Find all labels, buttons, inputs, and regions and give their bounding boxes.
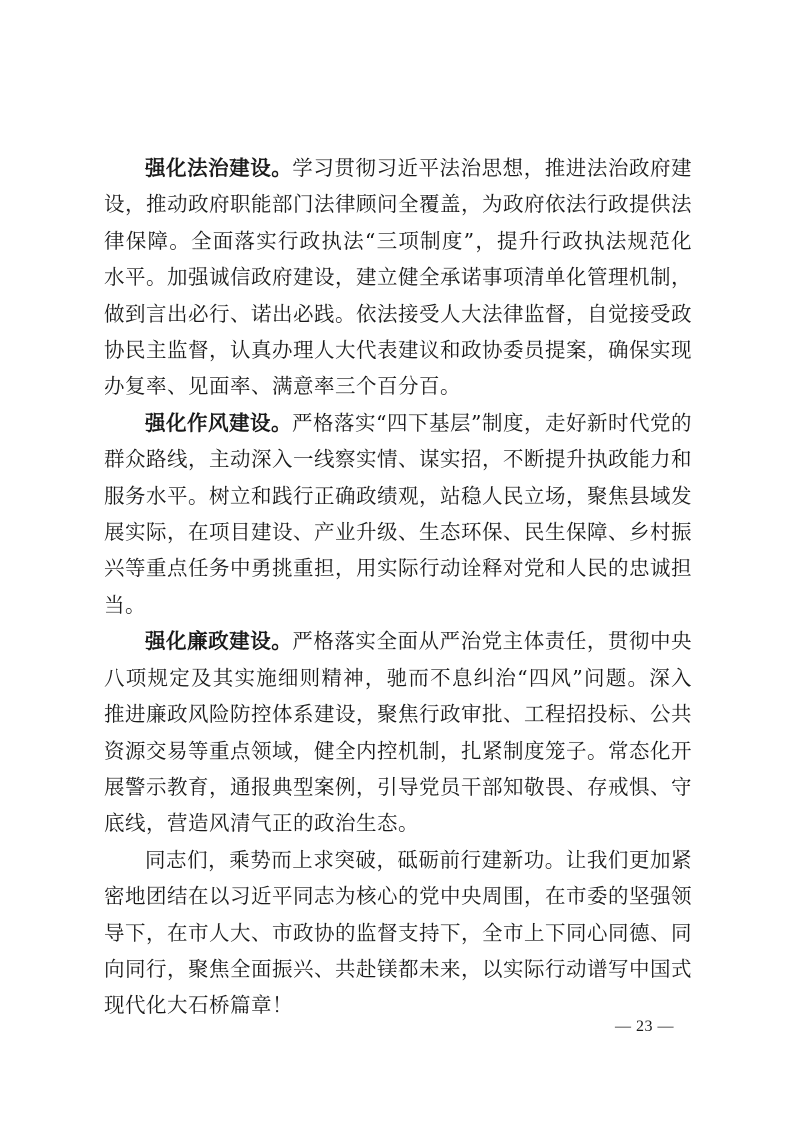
paragraph-heading: 强化法治建设。 (145, 156, 293, 180)
paragraph-text: 同志们，乘势而上求突破，砥砺前行建新功。让我们更加紧密地团结在以习近平同志为核心的党中央周围，在市委的坚强领导下，在市人大、市政协的监督支持下，全市上下同心同德、同向同行，聚焦全面振兴、共赴镁都未来，以实际行动谱写中国式现代化大石桥篇章！ (104, 847, 692, 1018)
paragraph-text: 严格落实全面从严治党主体责任，贯彻中央八项规定及其实施细则精神，驰而不息纠治“四风”问题。深入推进廉政风险防控体系建设，聚焦行政审批、工程招投标、公共资源交易等重点领域，健全内控机制，扎紧制度笼子。常态化开展警示教育，通报典型案例，引导党员干部知敬畏、存戒惧、守底线，营造风清气正的政治生态。 (104, 629, 693, 836)
document-body (104, 150, 692, 1024)
paragraph-text: 严格落实“四下基层”制度，走好新时代党的群众路线，主动深入一线察实情、谋实招，不断提升执政能力和服务水平。树立和践行正确政绩观，站稳人民立场，聚焦县域发展实际，在项目建设、产业升级、生态环保、民生保障、乡村振兴等重点任务中勇挑重担，用实际行动诠释对党和人民的忠诚担当。 (104, 410, 692, 617)
paragraph-integrity (104, 623, 692, 841)
paragraph-text: 学习贯彻习近平法治思想，推进法治政府建设，推动政府职能部门法律顾问全覆盖，为政府依法行政提供法律保障。全面落实行政执法“三项制度”，提升行政执法规范化水平。加强诚信政府建设，建立健全承诺事项清单化管理机制，做到言出必行、诺出必践。依法接受人大法律监督，自觉接受政协民主监督，认真办理人大代表建议和政协委员提案，确保实现办复率、见面率、满意率三个百分百。 (104, 156, 693, 399)
paragraph-heading: 强化廉政建设。 (145, 629, 293, 654)
paragraph-heading: 强化作风建设。 (145, 410, 293, 435)
page-number: — 23 — (615, 1018, 674, 1035)
paragraph-work-style (104, 405, 692, 623)
paragraph-rule-of-law (104, 150, 692, 405)
paragraph-closing (104, 842, 692, 1024)
